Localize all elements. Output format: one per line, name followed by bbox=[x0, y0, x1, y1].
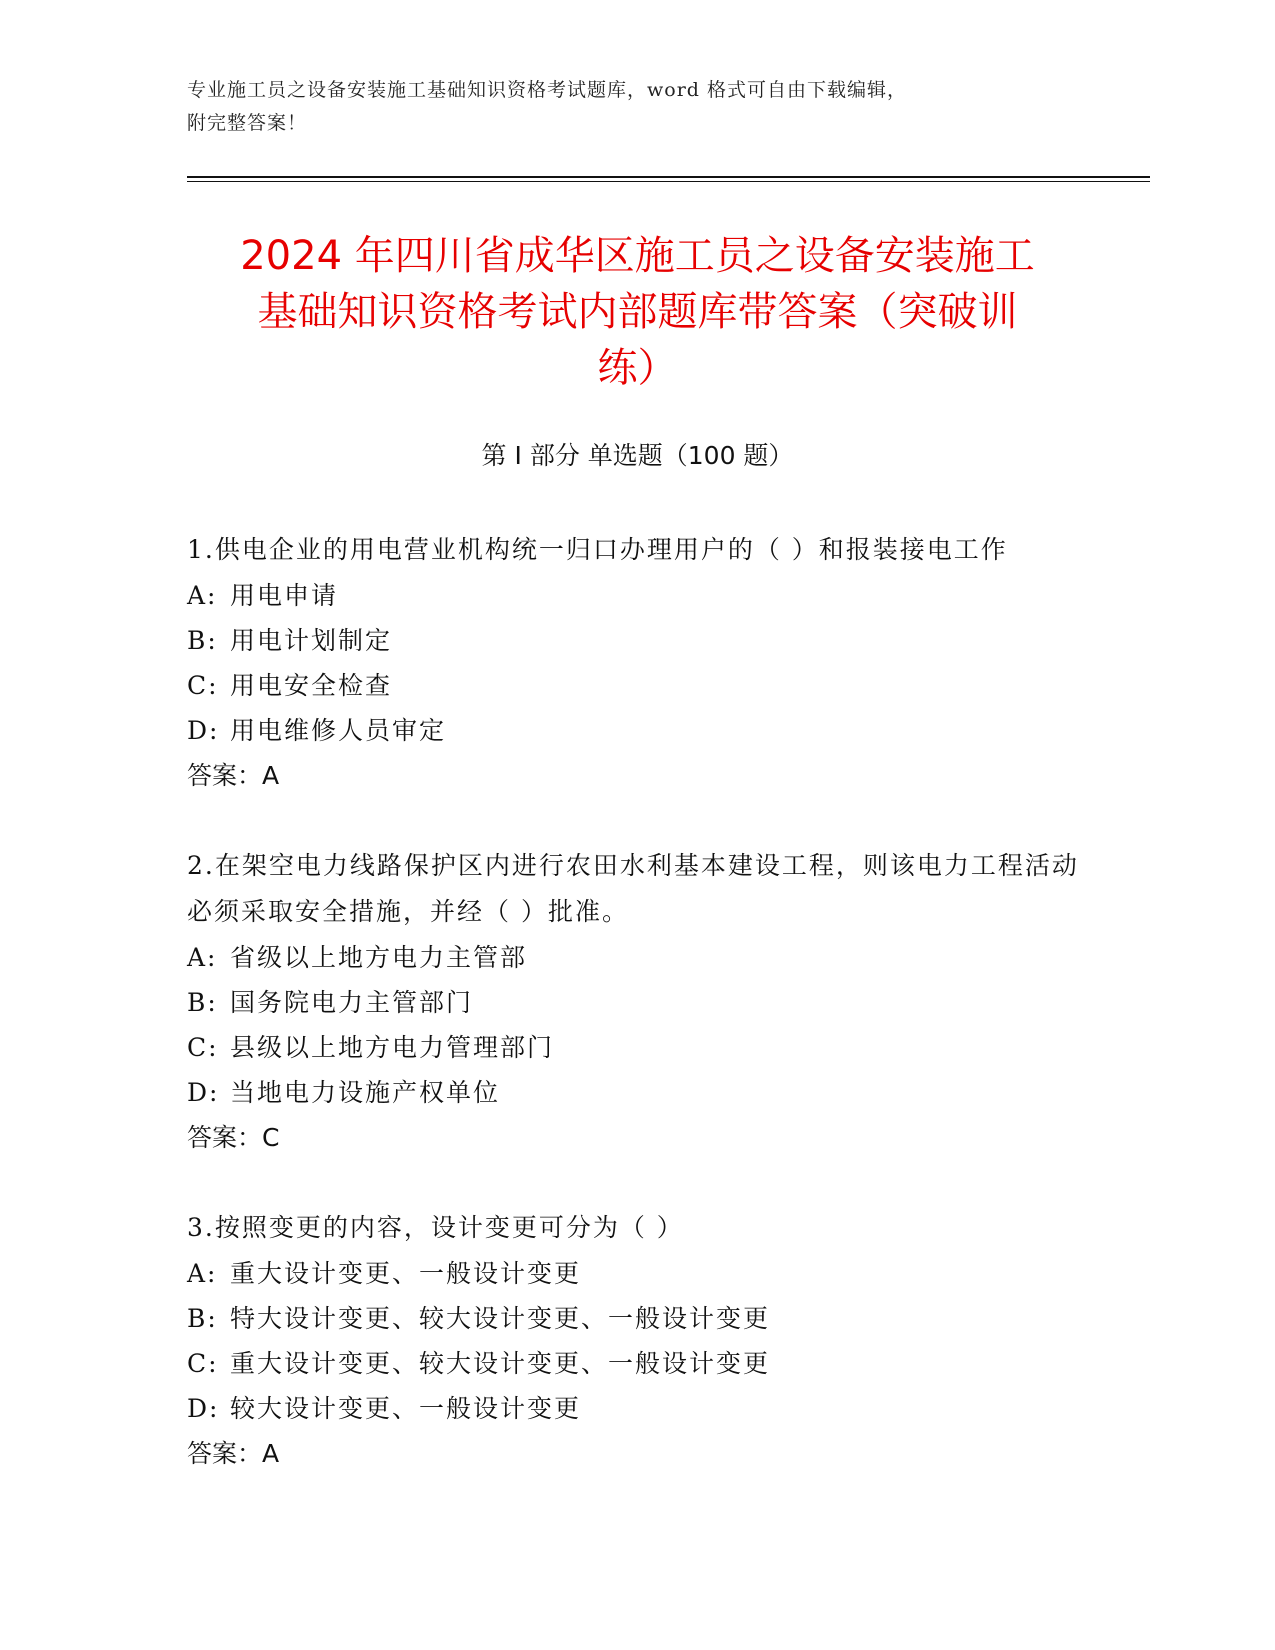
option-key: B: bbox=[187, 988, 218, 1017]
option-text: 县级以上地方电力管理部门 bbox=[230, 1033, 555, 1062]
option-d bbox=[187, 1386, 1087, 1431]
option-text: 重大设计变更、一般设计变更 bbox=[230, 1259, 582, 1288]
option-text: 用电申请 bbox=[230, 581, 339, 610]
option-a bbox=[187, 1251, 1087, 1296]
question-stem: 1.供电企业的用电营业机构统一归口办理用户的（ ）和报装接电工作 bbox=[187, 535, 1008, 564]
option-key: C: bbox=[187, 671, 219, 700]
option-c bbox=[187, 1341, 1087, 1386]
title-line-3: 练） bbox=[597, 345, 678, 391]
answer: 答案：C bbox=[187, 1123, 280, 1152]
answer: 答案：A bbox=[187, 761, 280, 790]
option-d bbox=[187, 1070, 1087, 1115]
option-a bbox=[187, 935, 1087, 980]
header-rule-thin bbox=[187, 181, 1150, 182]
option-text: 国务院电力主管部门 bbox=[230, 988, 474, 1017]
option-c bbox=[187, 1025, 1087, 1070]
option-c bbox=[187, 663, 1087, 708]
option-b bbox=[187, 618, 1087, 663]
title-line-2: 基础知识资格考试内部题库带答案（突破训 bbox=[257, 289, 1018, 335]
option-text: 重大设计变更、较大设计变更、一般设计变更 bbox=[230, 1349, 771, 1378]
option-key: D: bbox=[187, 1394, 220, 1423]
option-key: A: bbox=[187, 581, 218, 610]
option-key: A: bbox=[187, 1259, 218, 1288]
option-key: B: bbox=[187, 626, 218, 655]
option-text: 当地电力设施产权单位 bbox=[230, 1078, 501, 1107]
option-key: B: bbox=[187, 1304, 218, 1333]
answer: 答案：A bbox=[187, 1439, 280, 1468]
question-stem: 2.在架空电力线路保护区内进行农田水利基本建设工程，则该电力工程活动必须采取安全措施，并经（ ）批准。 bbox=[187, 851, 1079, 926]
question-1 bbox=[187, 527, 1087, 799]
question-list bbox=[187, 527, 1087, 1521]
document-title bbox=[150, 228, 1125, 396]
option-key: C: bbox=[187, 1033, 219, 1062]
option-key: D: bbox=[187, 1078, 220, 1107]
option-text: 较大设计变更、一般设计变更 bbox=[230, 1394, 582, 1423]
option-d bbox=[187, 708, 1087, 753]
header-note-line-2: 附完整答案！ bbox=[187, 112, 308, 134]
option-key: D: bbox=[187, 716, 220, 745]
header-rule-thick bbox=[187, 176, 1150, 178]
section-title: 第 I 部分 单选题（100 题） bbox=[481, 441, 794, 470]
header-note-line-1: 专业施工员之设备安装施工基础知识资格考试题库，word 格式可自由下载编辑， bbox=[187, 79, 907, 101]
option-text: 用电维修人员审定 bbox=[230, 716, 447, 745]
option-key: C: bbox=[187, 1349, 219, 1378]
question-3 bbox=[187, 1205, 1087, 1477]
option-b bbox=[187, 1296, 1087, 1341]
option-b bbox=[187, 980, 1087, 1025]
option-text: 用电计划制定 bbox=[230, 626, 393, 655]
option-a bbox=[187, 573, 1087, 618]
option-key: A: bbox=[187, 943, 218, 972]
option-text: 特大设计变更、较大设计变更、一般设计变更 bbox=[230, 1304, 771, 1333]
option-text: 省级以上地方电力主管部 bbox=[230, 943, 528, 972]
option-text: 用电安全检查 bbox=[230, 671, 393, 700]
question-stem: 3.按照变更的内容，设计变更可分为（ ） bbox=[187, 1213, 684, 1242]
header-note bbox=[187, 74, 1087, 140]
title-line-1: 2024 年四川省成华区施工员之设备安装施工 bbox=[240, 233, 1035, 279]
question-2 bbox=[187, 843, 1087, 1161]
